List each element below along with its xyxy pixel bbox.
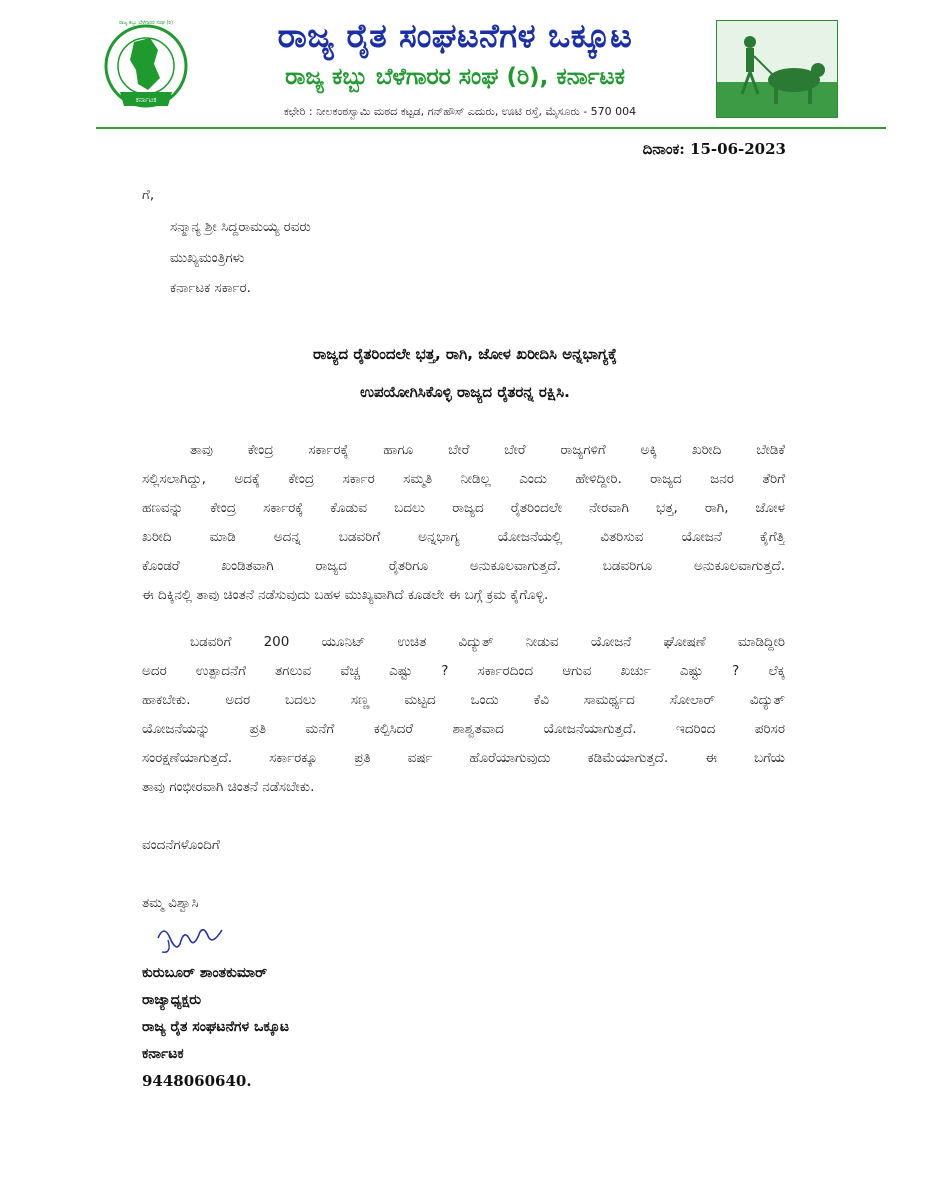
logo-ring-text: ರಾಜ್ಯ ಕಬ್ಬು ಬೆಳೆಗಾರರ ಸಂಘ (ರಿ)	[118, 20, 174, 26]
letterhead-divider	[96, 127, 886, 129]
paragraph-line: ಬಡವರಿಗೆ 200 ಯೂನಿಟ್ ಉಚಿತ ವಿದ್ಯುತ್ ನೀಡುವ ಯೋಜನೆ ಘೋಷಣೆ ಮಾಡಿದ್ದೀರಿ	[190, 634, 785, 650]
paragraph-line: ಯೋಜನೆಯನ್ನು ಪ್ರತಿ ಮನೆಗೆ ಕಲ್ಪಿಸಿದರೆ ಶಾಶ್ವತವಾದ ಯೋಜನೆಯಾಗುತ್ತದೆ. ಇದರಿಂದ ಪರಿಸರ	[142, 721, 785, 737]
signatory-state: ಕರ್ನಾಟಕ	[142, 1046, 184, 1062]
paragraph-line: ಖರೀದಿ ಮಾಡಿ ಅದನ್ನ ಬಡವರಿಗೆ ಅನ್ನಭಾಗ್ಯ ಯೋಜನೆಯಲ್ಲಿ ವಿತರಿಸುವ ಯೋಜನೆ ಕೈಗೆತ್ತಿ	[142, 529, 785, 545]
paragraph-line: ಹಣವನ್ನು ಕೇಂದ್ರ ಸರ್ಕಾರಕ್ಕೆ ಕೊಡುವ ಬದಲು ರಾಜ್ಯದ ರೈತರಿಂದಲೇ ನೇರವಾಗಿ ಭತ್ತ, ರಾಗಿ, ಜೋಳ	[142, 500, 785, 516]
organization-logo	[98, 20, 194, 118]
signatory-block	[142, 960, 289, 1095]
body-paragraph-1	[142, 436, 785, 610]
signatory-title: ರಾಜ್ಯಾಧ್ಯಕ್ಷರು	[142, 992, 202, 1008]
letter-date: ದಿನಾಂಕ: 15-06-2023	[642, 140, 786, 158]
office-address: ಕಛೇರಿ : ನೀಲಕಂಠಸ್ವಾಮಿ ಮಠದ ಕಟ್ಟಡ, ಗನ್‌ಹೌಸ್ ಎದುರು, ಊಟಿ ರಸ್ತೆ, ಮೈಸೂರು - 570 004	[283, 105, 637, 118]
signatory-name: ಕುರುಬೂರ್ ಶಾಂತಕುಮಾರ್	[142, 965, 268, 981]
paragraph-line: ಸಲ್ಲಿಸಲಾಗಿದ್ದು, ಅದಕ್ಕೆ ಕೇಂದ್ರ ಸರ್ಕಾರ ಸಮ್ಮತಿ ನೀಡಿಲ್ಲ ಎಂದು ಹೇಳಿದ್ದೀರಿ. ರಾಜ್ಯದ ಜನರ ತೆರಿಗೆ	[142, 471, 785, 487]
subject-line-2: ಉಪಯೋಗಿಸಿಕೊಳ್ಳಿ ರಾಜ್ಯದ ರೈತರನ್ನ ರಕ್ಷಿಸಿ.	[360, 383, 570, 401]
paragraph-line: ಈ ದಿಕ್ಕಿನಲ್ಲಿ ತಾವು ಚಿಂತನೆ ನಡೆಸುವುದು ಬಹಳ ಮುಖ್ಯವಾಗಿದೆ ಕೂಡಲೇ ಈ ಬಗ್ಗೆ ಕ್ರಮ ಕೈಗೊಳ್ಳಿ.	[142, 587, 549, 603]
paragraph-line: ಕೊಂಡರೆ ಖಂಡಿತವಾಗಿ ರಾಜ್ಯದ ರೈತರಿಗೂ ಅನುಕೂಲವಾಗುತ್ತದೆ. ಬಡವರಿಗೂ ಅನುಕೂಲವಾಗುತ್ತದೆ.	[142, 558, 785, 574]
paragraph-line: ಹಾಕಬೇಕು. ಅದರ ಬದಲು ಸಣ್ಣ ಮಟ್ಟದ ಒಂದು ಕೆವಿ ಸಾಮರ್ಥ್ಯದ ಸೋಲಾರ್ ವಿದ್ಯುತ್	[142, 692, 785, 708]
subject-line-1: ರಾಜ್ಯದ ರೈತರಿಂದಲೇ ಭತ್ತ, ರಾಗಿ, ಜೋಳ ಖರೀದಿಸಿ ಅನ್ನಭಾಗ್ಯಕ್ಕೆ	[313, 345, 617, 363]
body-paragraph-2	[142, 628, 785, 802]
recipient-name: ಸನ್ಮಾನ್ಯ ಶ್ರೀ ಸಿದ್ದರಾಮಯ್ಯ ರವರು	[170, 219, 311, 235]
paragraph-line: ಅದರ ಉತ್ಪಾದನೆಗೆ ತಗಲುವ ವೆಚ್ಚ ಎಷ್ಟು ? ಸರ್ಕಾರದಿಂದ ಆಗುವ ಖರ್ಚು ಎಷ್ಟು ? ಲೆಕ್ಕ	[142, 663, 785, 679]
closing-greeting: ವಂದನೆಗಳೊಂದಿಗೆ	[142, 837, 220, 853]
handwritten-signature	[150, 918, 230, 958]
svg-text:ಕರ್ನಾಟಕ: ಕರ್ನಾಟಕ	[135, 96, 157, 104]
closing-yours: ತಮ್ಮ ವಿಶ್ವಾಸಿ	[142, 895, 199, 911]
organization-title: ರಾಜ್ಯ ರೈತ ಸಂಘಟನೆಗಳ ಒಕ್ಕೂಟ	[277, 16, 633, 55]
recipient-office: ಕರ್ನಾಟಕ ಸರ್ಕಾರ.	[170, 280, 251, 296]
signatory-organization: ರಾಜ್ಯ ರೈತ ಸಂಘಟನೆಗಳ ಒಕ್ಕೂಟ	[142, 1019, 290, 1035]
salutation: ಗೆ,	[142, 187, 155, 203]
signatory-phone: 9448060640.	[142, 1072, 252, 1090]
paragraph-line: ತಾವು ಕೇಂದ್ರ ಸರ್ಕಾರಕ್ಕೆ ಹಾಗೂ ಬೇರೆ ಬೇರೆ ರಾಜ್ಯಗಳಿಗೆ ಅಕ್ಕಿ ಖರೀದಿ ಬೇಡಿಕೆ	[190, 442, 785, 458]
recipient-designation: ಮುಖ್ಯಮಂತ್ರಿಗಳು	[170, 250, 245, 266]
paragraph-line: ತಾವು ಗಂಭೀರವಾಗಿ ಚಿಂತನೆ ನಡೆಸಬೇಕು.	[142, 779, 315, 795]
farmer-plough-image	[716, 20, 838, 118]
paragraph-line: ಸಂರಕ್ಷಣೆಯಾಗುತ್ತದೆ. ಸರ್ಕಾರಕ್ಕೂ ಪ್ರತಿ ವರ್ಷ ಹೊರೆಯಾಗುವುದು ಕಡಿಮೆಯಾಗುತ್ತದೆ. ಈ ಬಗೆಯ	[142, 750, 785, 766]
organization-subtitle: ರಾಜ್ಯ ಕಬ್ಬು ಬೆಳೆಗಾರರ ಸಂಘ (ರಿ), ಕರ್ನಾಟಕ	[285, 64, 625, 90]
